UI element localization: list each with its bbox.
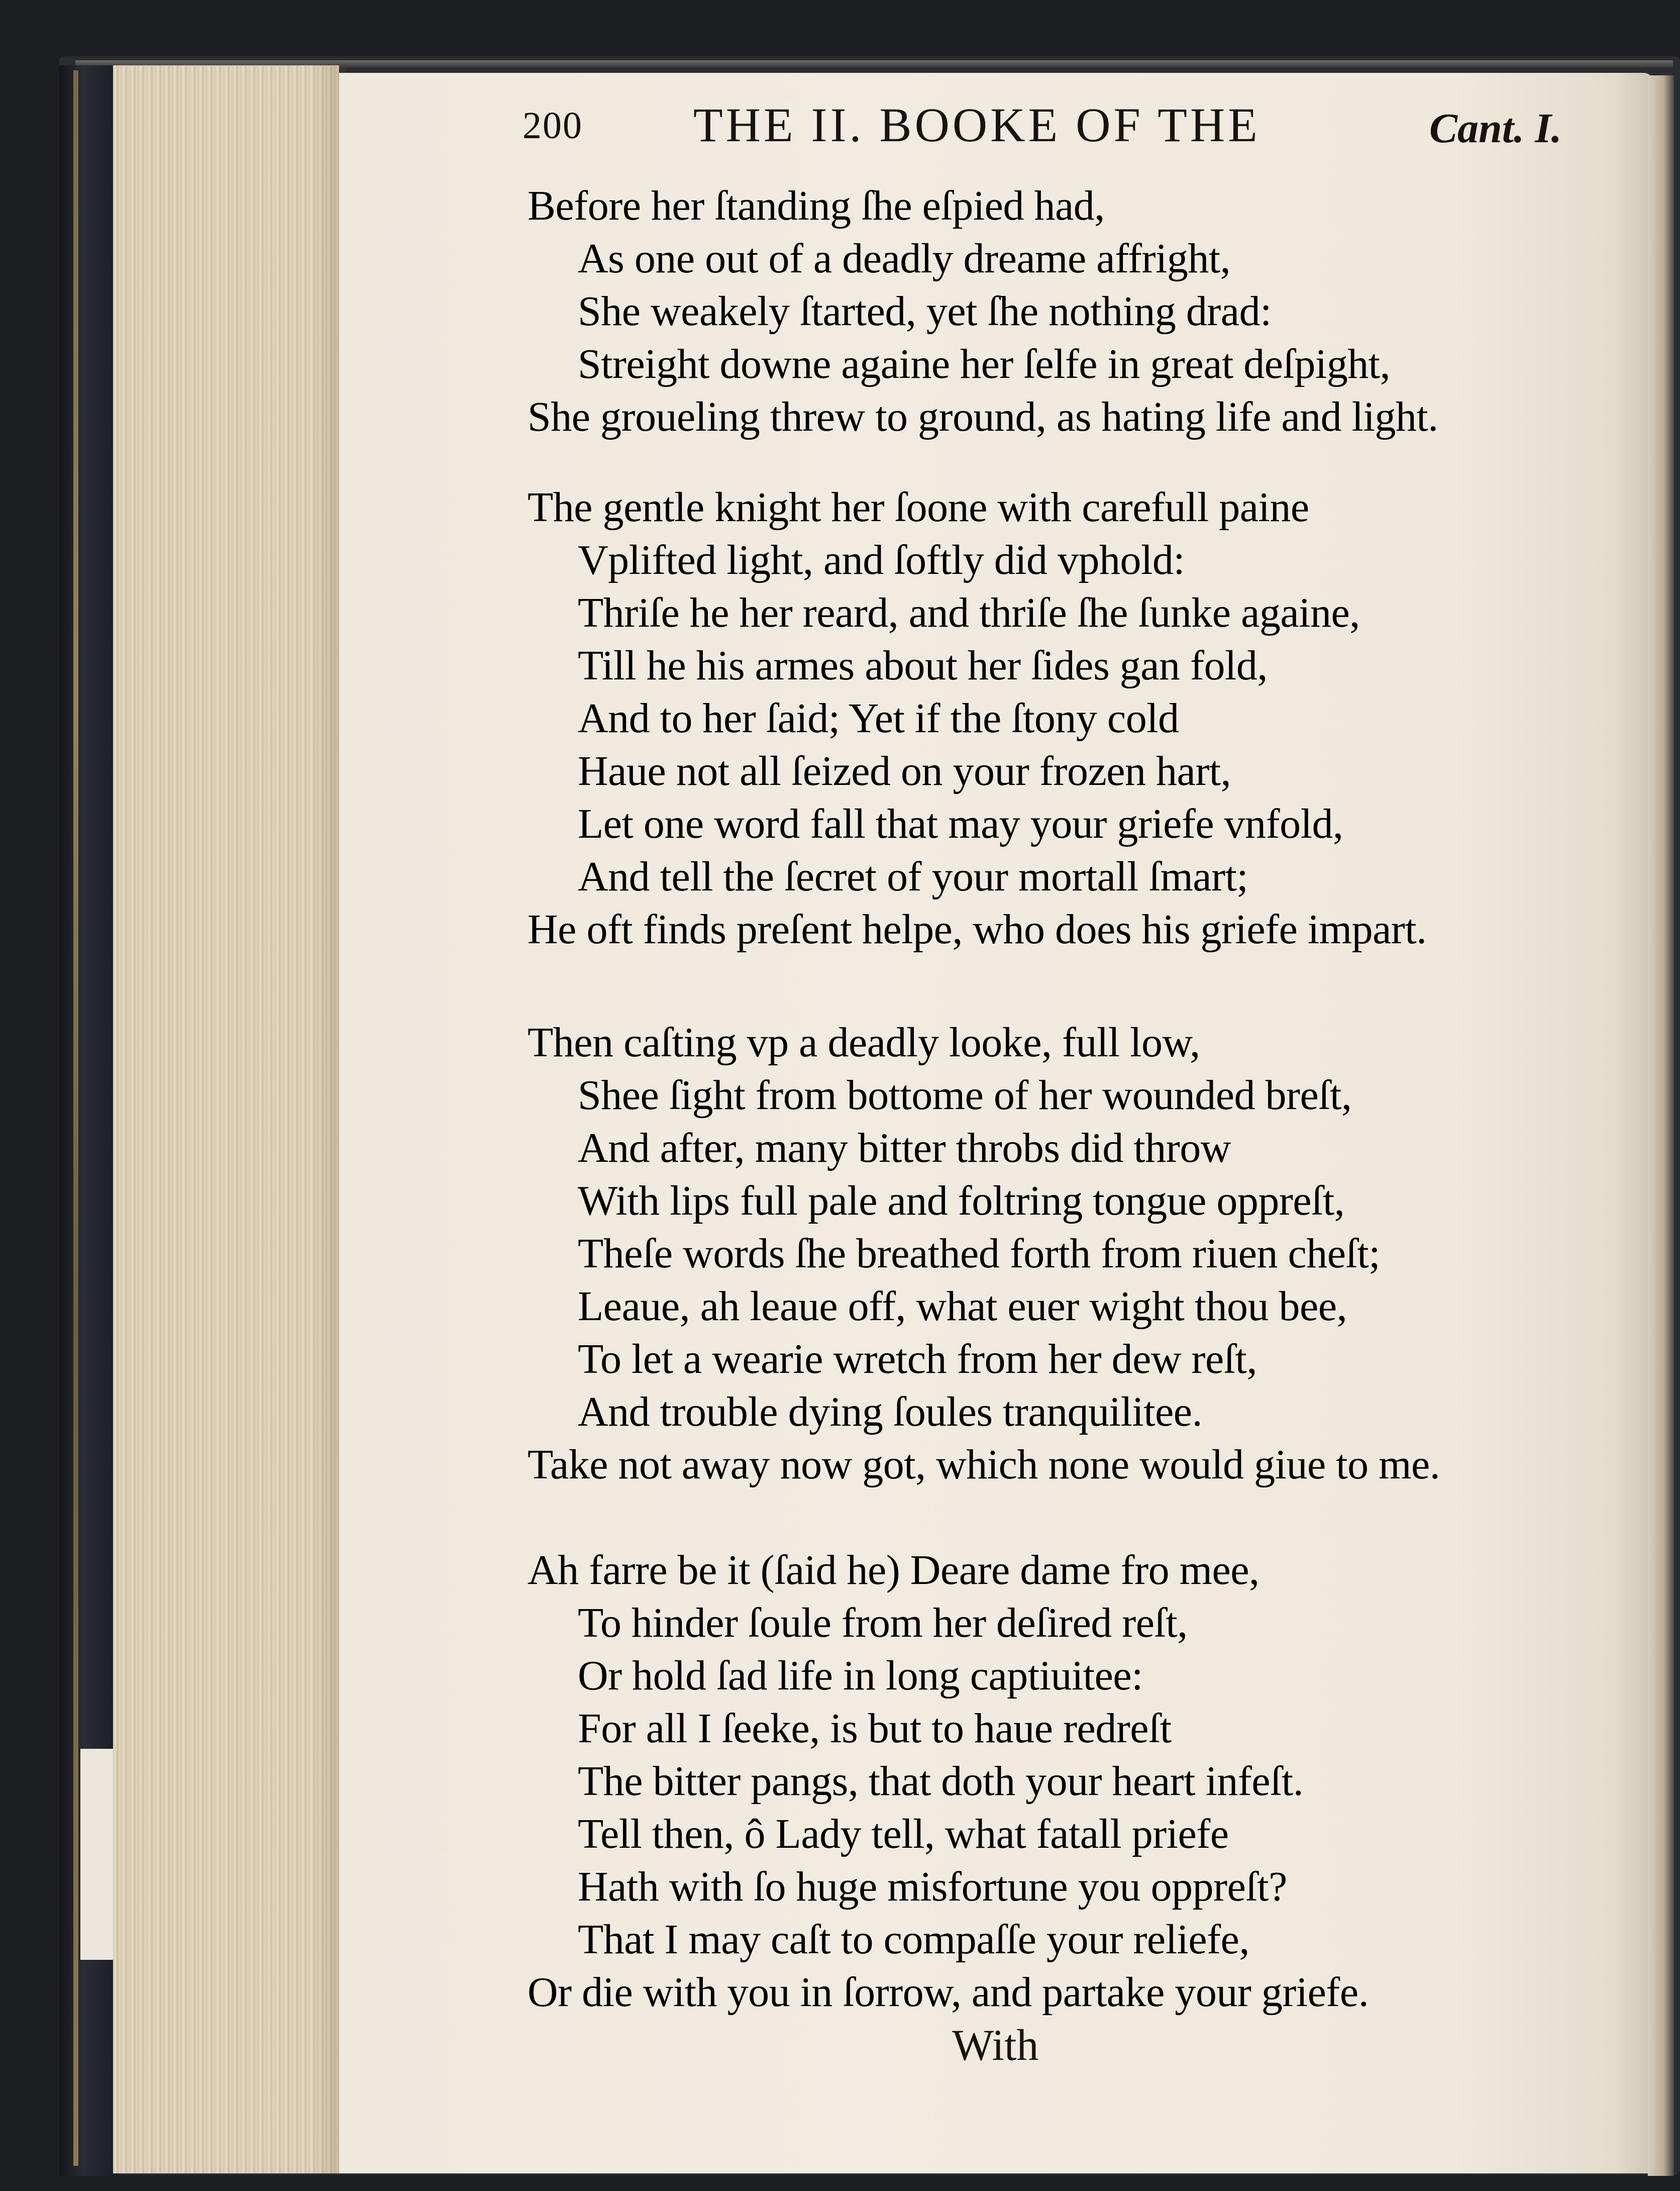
- verse-line: Streight downe againe her ſelfe in great deſpight,: [578, 341, 1391, 387]
- verse-line: She weakely ſtarted, yet ſhe nothing drad:: [578, 288, 1272, 335]
- verse-line: And trouble dying ſoules tranquilitee.: [578, 1388, 1203, 1435]
- verse-line: He oft finds preſent helpe, who does his griefe impart.: [528, 906, 1427, 953]
- page-header: [522, 93, 1588, 168]
- spine-gilt-rule: [73, 70, 78, 2166]
- verse-line: Leaue, ah leaue off, what euer wight thou bee,: [578, 1283, 1347, 1330]
- page-edges: [113, 65, 339, 2173]
- verse-line: And after, many bitter throbs did throw: [578, 1125, 1231, 1171]
- verse-line: The bitter pangs, that doth your heart infeſt.: [578, 1758, 1304, 1805]
- paper-slip: [80, 1749, 116, 1960]
- verse-line: Let one word fall that may your griefe vnfold,: [578, 801, 1343, 847]
- verse-line: Then caſting vp a deadly looke, full low,: [528, 1019, 1200, 1066]
- verse-line: Take not away now got, which none would giue to me.: [528, 1441, 1440, 1488]
- leaf-fore-edge: [1648, 75, 1674, 2176]
- verse-line: Or die with you in ſorrow, and partake your griefe.: [528, 1969, 1369, 2016]
- page-number: 200: [522, 105, 583, 147]
- verse-line: That I may caſt to compaſſe your reliefe,: [578, 1916, 1249, 1963]
- verse-line: The gentle knight her ſoone with carefull paine: [528, 484, 1309, 531]
- verse-line: As one out of a deadly dreame affright,: [578, 235, 1231, 282]
- verse-line: Or hold ſad life in long captiuitee:: [578, 1652, 1143, 1699]
- verse-line: Ah farre be it (ſaid he) Deare dame fro mee,: [528, 1547, 1259, 1594]
- verse-line: She groueling threw to ground, as hating life and light.: [528, 393, 1438, 440]
- verse-line: To hinder ſoule from her deſired reſt,: [578, 1600, 1188, 1646]
- catchword: With: [952, 2021, 1039, 2070]
- verse-line: Theſe words ſhe breathed forth from riuen cheſt;: [578, 1230, 1381, 1277]
- printed-text-block: [522, 93, 1588, 168]
- verse-line: For all I ſeeke, is but to haue redreſt: [578, 1705, 1172, 1752]
- running-title: THE II. BOOKE OF THE: [693, 98, 1261, 152]
- canto-mark: Cant. I.: [1429, 105, 1562, 152]
- verse-line: Before her ſtanding ſhe eſpied had,: [528, 182, 1105, 229]
- verse-line: Hath with ſo huge misfortune you oppreſt?: [578, 1863, 1287, 1910]
- verse-line: With lips full pale and foltring tongue oppreſt,: [578, 1177, 1345, 1224]
- verse-line: Thriſe he her reard, and thriſe ſhe ſunke againe,: [578, 589, 1360, 636]
- verse-line: And tell the ſecret of your mortall ſmart;: [578, 853, 1248, 900]
- verse-line: Shee ſight from bottome of her wounded breſt,: [578, 1072, 1352, 1119]
- verse-line: To let a wearie wretch from her dew reſt,: [578, 1336, 1257, 1382]
- verse-line: And to her ſaid; Yet if the ſtony cold: [578, 695, 1179, 742]
- verse-line: Vplifted light, and ſoftly did vphold:: [578, 537, 1185, 583]
- verse-line: Till he his armes about her ſides gan fold,: [578, 642, 1268, 689]
- verse-line: Tell then, ô Lady tell, what fatall priefe: [578, 1811, 1229, 1857]
- verse-line: Haue not all ſeized on your frozen hart,: [578, 748, 1231, 794]
